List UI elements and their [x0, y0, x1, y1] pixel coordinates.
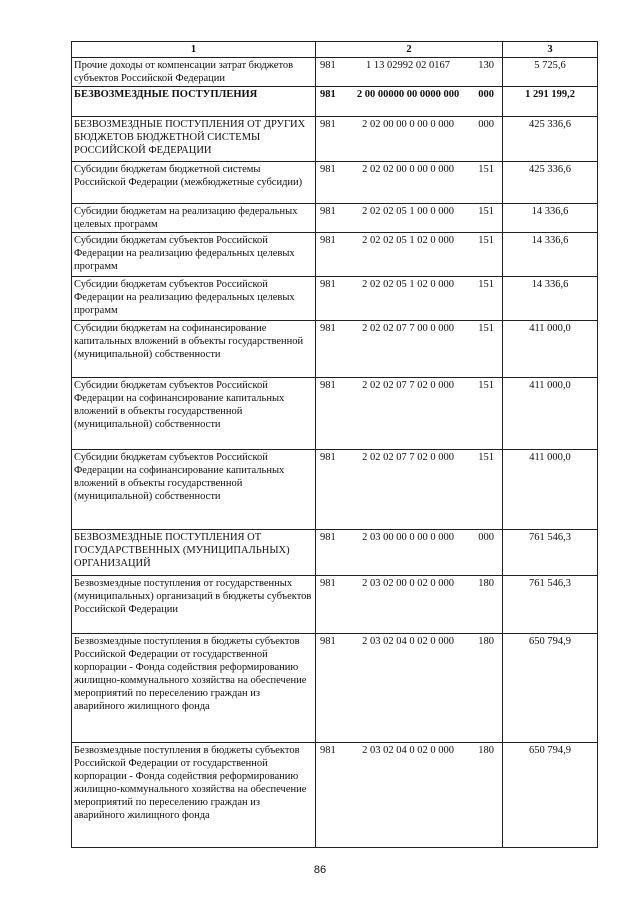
admin-code: 981: [320, 119, 336, 130]
budget-class-code: 2 02 02 00 0 00 0 000: [362, 164, 454, 175]
admin-code: 981: [320, 578, 336, 589]
budget-class-code: 2 02 02 05 1 02 0 000: [362, 279, 454, 290]
row-amount: 14 336,6: [503, 204, 598, 233]
revenue-kind-code: 151: [478, 164, 494, 175]
row-name: Субсидии бюджетам на реализацию федеральных целевых программ: [72, 204, 316, 233]
admin-code: 981: [320, 380, 336, 391]
row-code: [316, 576, 503, 634]
row-name: БЕЗВОЗМЕЗДНЫЕ ПОСТУПЛЕНИЯ ОТ ДРУГИХ БЮДЖЕТОВ БЮДЖЕТНОЙ СИСТЕМЫ РОССИЙСКОЙ ФЕДЕРАЦИИ: [72, 117, 316, 162]
row-code: [316, 58, 503, 87]
row-name: Субсидии бюджетам субъектов Российской Федерации на софинансирование капитальных вложений в объекты государственной (муниципальной) собственности: [72, 378, 316, 450]
budget-class-code: 2 03 00 00 0 00 0 000: [362, 532, 454, 543]
revenue-kind-code: 151: [478, 235, 494, 246]
revenue-kind-code: 000: [478, 89, 494, 100]
table-row: [72, 58, 598, 87]
header-col-3: 3: [503, 42, 598, 58]
row-amount: 650 794,9: [503, 743, 598, 848]
page-number: 86: [313, 864, 327, 876]
row-name: Субсидии бюджетам субъектов Российской Федерации на софинансирование капитальных вложений в объекты государственной (муниципальной) собственности: [72, 450, 316, 530]
revenue-kind-code: 000: [478, 119, 494, 130]
row-code: [316, 87, 503, 117]
revenue-table: [71, 41, 598, 848]
revenue-kind-code: 180: [478, 636, 494, 647]
revenue-kind-code: 130: [478, 60, 494, 71]
table-row: [72, 117, 598, 162]
table-row: [72, 378, 598, 450]
revenue-kind-code: 180: [478, 578, 494, 589]
row-amount: 761 546,3: [503, 576, 598, 634]
row-name: БЕЗВОЗМЕЗДНЫЕ ПОСТУПЛЕНИЯ: [72, 87, 316, 117]
table-row: [72, 743, 598, 848]
admin-code: 981: [320, 60, 336, 71]
header-col-1: 1: [72, 42, 316, 58]
admin-code: 981: [320, 636, 336, 647]
revenue-kind-code: 151: [478, 323, 494, 334]
row-code: [316, 162, 503, 204]
budget-class-code: 2 02 02 05 1 00 0 000: [362, 206, 454, 217]
admin-code: 981: [320, 89, 336, 100]
table-row: [72, 634, 598, 743]
admin-code: 981: [320, 452, 336, 463]
row-amount: 5 725,6: [503, 58, 598, 87]
revenue-kind-code: 151: [478, 380, 494, 391]
row-name: Прочие доходы от компенсации затрат бюджетов субъектов Российской Федерации: [72, 58, 316, 87]
row-amount: 425 336,6: [503, 162, 598, 204]
row-amount: 14 336,6: [503, 277, 598, 321]
budget-class-code: 1 13 02992 02 0167: [366, 60, 450, 71]
row-code: [316, 117, 503, 162]
row-code: [316, 634, 503, 743]
row-amount: 425 336,6: [503, 117, 598, 162]
admin-code: 981: [320, 532, 336, 543]
revenue-kind-code: 000: [478, 532, 494, 543]
row-name: Безвозмездные поступления в бюджеты субъектов Российской Федерации от государственной корпорации - Фонда содействия реформированию жилищно-коммунального хозяйства на обеспечение мероприятий по переселению граждан из аварийного жилищного фонда: [72, 634, 316, 743]
row-amount: 411 000,0: [503, 321, 598, 378]
row-name: Субсидии бюджетам бюджетной системы Российской Федерации (межбюджетные субсидии): [72, 162, 316, 204]
revenue-kind-code: 151: [478, 452, 494, 463]
row-code: [316, 450, 503, 530]
row-code: [316, 378, 503, 450]
budget-class-code: 2 00 00000 00 0000 000: [356, 89, 460, 100]
row-amount: 411 000,0: [503, 378, 598, 450]
row-name: Субсидии бюджетам на софинансирование капитальных вложений в объекты государственной (муниципальной) собственности: [72, 321, 316, 378]
budget-class-code: 2 03 02 00 0 02 0 000: [362, 578, 454, 589]
admin-code: 981: [320, 279, 336, 290]
row-code: [316, 530, 503, 576]
budget-class-code: 2 03 02 04 0 02 0 000: [362, 745, 454, 756]
row-code: [316, 743, 503, 848]
admin-code: 981: [320, 323, 336, 334]
table-row: [72, 204, 598, 233]
row-amount: 14 336,6: [503, 233, 598, 277]
row-name: Безвозмездные поступления в бюджеты субъектов Российской Федерации от государственной корпорации - Фонда содействия реформированию жилищно-коммунального хозяйства на обеспечение мероприятий по переселению граждан из аварийного жилищного фонда: [72, 743, 316, 848]
row-code: [316, 321, 503, 378]
budget-class-code: 2 02 00 00 0 00 0 000: [362, 119, 454, 130]
admin-code: 981: [320, 745, 336, 756]
table-row: [72, 450, 598, 530]
row-name: Безвозмездные поступления от государственных (муниципальных) организаций в бюджеты субъектов Российской Федерации: [72, 576, 316, 634]
header-col-2: 2: [316, 42, 503, 58]
revenue-kind-code: 151: [478, 279, 494, 290]
row-amount: 1 291 199,2: [503, 87, 598, 117]
table-row: [72, 321, 598, 378]
budget-class-code: 2 02 02 07 7 02 0 000: [362, 452, 454, 463]
admin-code: 981: [320, 235, 336, 246]
table-row: [72, 233, 598, 277]
table-row: [72, 87, 598, 117]
row-name: БЕЗВОЗМЕЗДНЫЕ ПОСТУПЛЕНИЯ ОТ ГОСУДАРСТВЕННЫХ (МУНИЦИПАЛЬНЫХ) ОРГАНИЗАЦИЙ: [72, 530, 316, 576]
admin-code: 981: [320, 164, 336, 175]
row-amount: 761 546,3: [503, 530, 598, 576]
row-name: Субсидии бюджетам субъектов Российской Федерации на реализацию федеральных целевых программ: [72, 233, 316, 277]
admin-code: 981: [320, 206, 336, 217]
budget-class-code: 2 02 02 07 7 00 0 000: [362, 323, 454, 334]
row-code: [316, 233, 503, 277]
revenue-kind-code: 151: [478, 206, 494, 217]
budget-class-code: 2 03 02 04 0 02 0 000: [362, 636, 454, 647]
row-code: [316, 277, 503, 321]
table-header-row: [72, 42, 598, 58]
row-code: [316, 204, 503, 233]
row-amount: 650 794,9: [503, 634, 598, 743]
table-row: [72, 162, 598, 204]
row-name: Субсидии бюджетам субъектов Российской Федерации на реализацию федеральных целевых программ: [72, 277, 316, 321]
revenue-kind-code: 180: [478, 745, 494, 756]
row-amount: 411 000,0: [503, 450, 598, 530]
budget-class-code: 2 02 02 05 1 02 0 000: [362, 235, 454, 246]
table-row: [72, 530, 598, 576]
budget-class-code: 2 02 02 07 7 02 0 000: [362, 380, 454, 391]
table-row: [72, 576, 598, 634]
table-row: [72, 277, 598, 321]
